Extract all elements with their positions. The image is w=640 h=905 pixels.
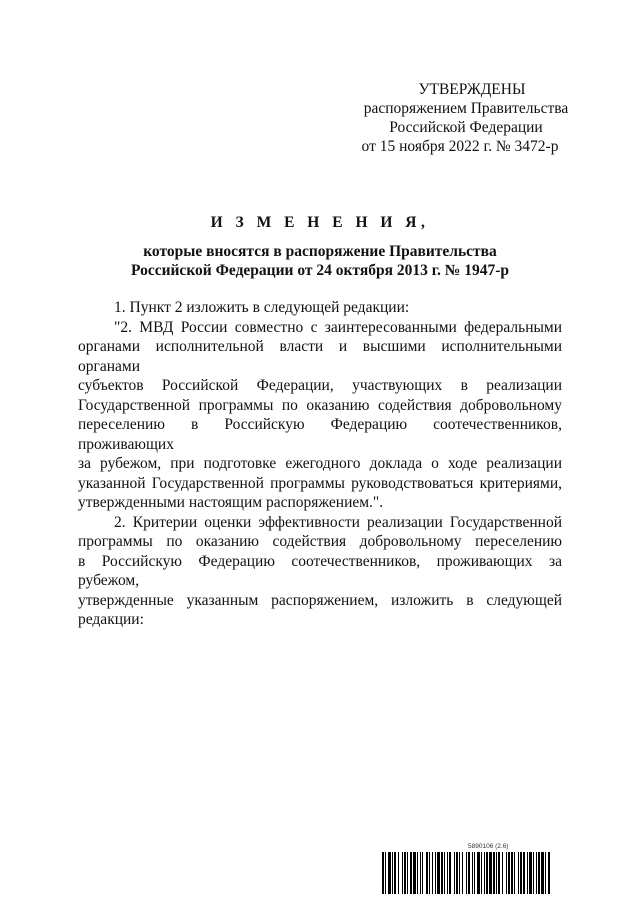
approval-line-3: от 15 ноября 2022 г. № 3472-р bbox=[361, 138, 559, 155]
p2-line: в Российскую Федерацию соотечественников, проживающих за рубежом, bbox=[78, 552, 562, 589]
subtitle-line-1: которые вносятся в распоряжение Правительства bbox=[143, 243, 497, 260]
paragraph-2 bbox=[78, 513, 562, 630]
p2-line: 2. Критерии оценки эффективности реализации Государственной bbox=[114, 513, 562, 531]
subtitle-line-2: Российской Федерации от 24 октября 2013 г. № 1947-р bbox=[130, 262, 510, 279]
document-subtitle bbox=[120, 242, 520, 280]
p2-line: утвержденные указанным распоряжением, изложить в следующей bbox=[78, 591, 562, 609]
barcode-number: 5890106 (2.6) bbox=[468, 843, 509, 850]
document-body bbox=[78, 298, 562, 630]
paragraph-quote bbox=[78, 318, 562, 513]
barcode-block bbox=[382, 843, 578, 895]
quote-line: субъектов Российской Федерации, участвующих в реализации bbox=[78, 377, 562, 394]
quote-line: утвержденными настоящим распоряжением.". bbox=[78, 494, 384, 511]
quote-line: за рубежом, при подготовке ежегодного доклада о ходе реализации bbox=[78, 455, 562, 472]
quote-line: Государственной программы по оказанию содействия добровольному bbox=[78, 396, 562, 414]
quote-line: переселению в Российскую Федерацию соотечественников, проживающих bbox=[78, 416, 562, 453]
p2-line: редакции: bbox=[78, 611, 144, 628]
p2-line: программы по оказанию содействия добровольному переселению bbox=[78, 533, 562, 550]
document-title: И З М Е Н Е Н И Я, bbox=[210, 214, 430, 231]
quote-line: "2. МВД России совместно с заинтересованными федеральными bbox=[114, 318, 562, 336]
quote-line: указанной Государственной программы руководствоваться критериями, bbox=[78, 474, 562, 492]
quote-line: органами исполнительной власти и высшими исполнительными органами bbox=[78, 338, 562, 375]
approval-line-2: Российской Федерации bbox=[389, 119, 543, 136]
approval-stamp-title: УТВЕРЖДЕНЫ bbox=[418, 81, 526, 98]
paragraph-1: 1. Пункт 2 изложить в следующей редакции: bbox=[114, 299, 410, 316]
approval-line-1: распоряжением Правительства bbox=[363, 100, 569, 117]
barcode-bar bbox=[550, 852, 551, 894]
barcode bbox=[382, 852, 578, 894]
approval-block bbox=[340, 80, 580, 156]
